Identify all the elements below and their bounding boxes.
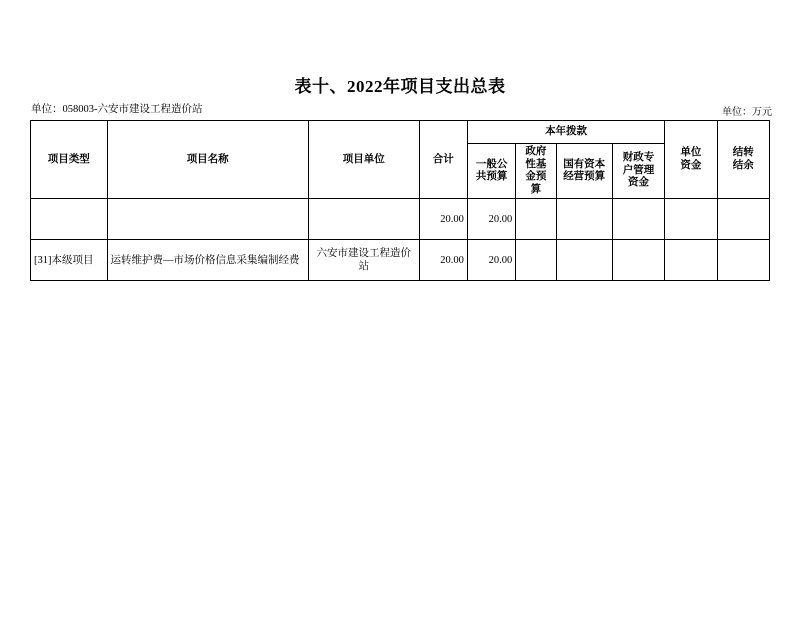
header-carryover-balance: 结转结余 bbox=[717, 121, 769, 199]
cell-general-public-budget: 20.00 bbox=[467, 199, 515, 240]
header-state-capital-operation-budget: 国有资本经营预算 bbox=[556, 144, 612, 199]
cell-state-capital-operation-budget bbox=[556, 240, 612, 281]
cell-project-name bbox=[107, 199, 308, 240]
cell-government-fund-budget bbox=[516, 199, 556, 240]
cell-carryover-balance bbox=[717, 240, 769, 281]
page-title: 表十、2022年项目支出总表 bbox=[294, 77, 506, 96]
table-header bbox=[31, 121, 770, 199]
unit-label-left: 单位：058003-六安市建设工程造价站 bbox=[31, 104, 203, 115]
cell-unit-funds bbox=[665, 240, 717, 281]
cell-total: 20.00 bbox=[419, 199, 467, 240]
header-current-year-appropriation: 本年拨款 bbox=[467, 121, 664, 144]
table-row bbox=[31, 240, 770, 281]
header-fiscal-special-account-funds: 财政专户管理资金 bbox=[612, 144, 664, 199]
header-project-unit: 项目单位 bbox=[308, 121, 419, 199]
unit-label-right: 单位：万元 bbox=[722, 107, 772, 118]
cell-state-capital-operation-budget bbox=[556, 199, 612, 240]
cell-project-unit: 六安市建设工程造价站 bbox=[308, 240, 419, 281]
header-project-name: 项目名称 bbox=[107, 121, 308, 199]
cell-carryover-balance bbox=[717, 199, 769, 240]
header-government-fund-budget: 政府性基金预算 bbox=[516, 144, 556, 199]
header-unit-funds: 单位资金 bbox=[665, 121, 717, 199]
cell-project-name: 运转维护费—市场价格信息采集编制经费 bbox=[107, 240, 308, 281]
cell-fiscal-special-account-funds bbox=[612, 240, 664, 281]
cell-government-fund-budget bbox=[516, 240, 556, 281]
header-total: 合计 bbox=[419, 121, 467, 199]
project-expenditure-table bbox=[30, 120, 770, 281]
header-general-public-budget: 一般公共预算 bbox=[467, 144, 515, 199]
table-body bbox=[31, 199, 770, 281]
table-row bbox=[31, 199, 770, 240]
cell-total: 20.00 bbox=[419, 240, 467, 281]
cell-project-unit bbox=[308, 199, 419, 240]
cell-project-type: [31]本级项目 bbox=[31, 240, 108, 281]
cell-general-public-budget: 20.00 bbox=[467, 240, 515, 281]
cell-project-type bbox=[31, 199, 108, 240]
table-header-row-1 bbox=[31, 121, 770, 144]
cell-fiscal-special-account-funds bbox=[612, 199, 664, 240]
cell-unit-funds bbox=[665, 199, 717, 240]
header-project-type: 项目类型 bbox=[31, 121, 108, 199]
